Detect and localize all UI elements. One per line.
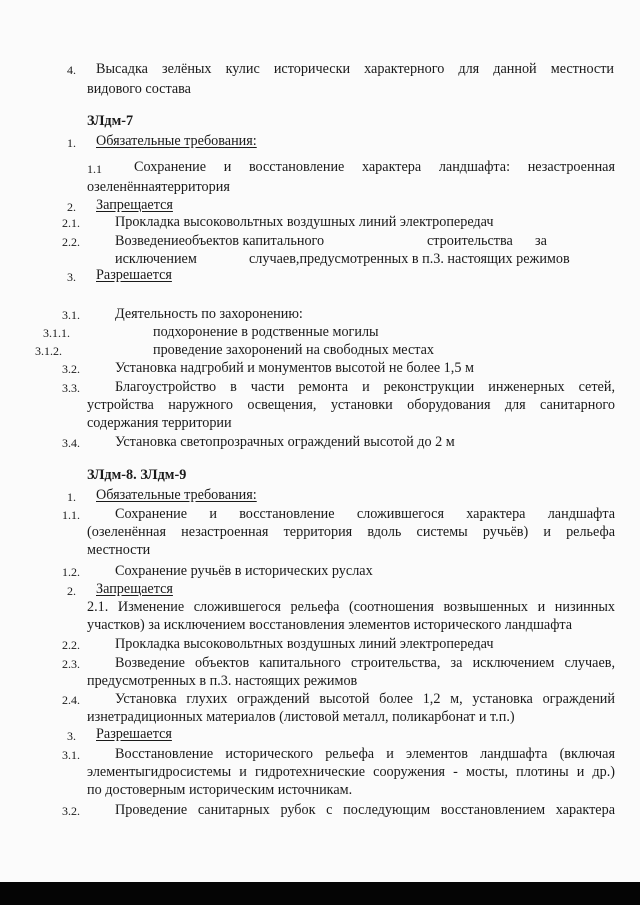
list-number: 2. [67, 200, 76, 214]
paragraph-line: 2.1. Изменение сложившегося рельефа (соотношения возвышенных и низинных [87, 599, 615, 615]
scan-border [0, 882, 640, 905]
list-number: 4. [67, 63, 76, 77]
paragraph-line: Прокладка высоковольтных воздушных линий электропередач [115, 636, 494, 652]
list-number: 1.1 [87, 162, 102, 176]
subsection-heading: Разрешается [96, 267, 172, 283]
list-number: 1. [67, 490, 76, 504]
list-number: 1.2. [62, 565, 80, 579]
subsection-heading: Разрешается [96, 726, 172, 742]
subsection-heading: Запрещается [96, 581, 173, 597]
paragraph-line: элементыгидросистемы и гидротехнические сооружения - мосты, плотины и др.) [87, 764, 615, 780]
list-number: 3. [67, 270, 76, 284]
list-number: 3.2. [62, 362, 80, 376]
paragraph-line: Сохранение ручьёв в исторических руслах [115, 563, 373, 579]
subsection-heading: Обязательные требования: [96, 133, 257, 149]
paragraph-line: исключением [115, 251, 197, 267]
paragraph-line: Восстановление исторического рельефа и элементов ландшафта (включая [115, 746, 615, 762]
paragraph-line: Установка светопрозрачных ограждений высотой до 2 м [115, 434, 455, 450]
list-number: 3.2. [62, 804, 80, 818]
paragraph-line: предусмотренных в п.3. настоящих режимов [87, 673, 358, 689]
list-number: 3. [67, 729, 76, 743]
paragraph-line: Установка глухих ограждений высотой более 1,2 м, установка ограждений [115, 691, 615, 707]
paragraph-line: (озеленённая незастроенная территория вдоль системы ручьёв) и рельефа [87, 524, 615, 540]
paragraph-line: Проведение санитарных рубок с последующим восстановлением характера [115, 802, 615, 818]
list-number: 3.4. [62, 436, 80, 450]
list-number: 1. [67, 136, 76, 150]
paragraph-line: Высадка зелёных кулис исторически характерного для данной местности [96, 61, 614, 77]
list-number: 1.1. [62, 508, 80, 522]
paragraph-line: содержания территории [87, 415, 232, 431]
paragraph-line: случаев,предусмотренных в п.3. настоящих режимов [249, 251, 570, 267]
paragraph-line: Прокладка высоковольтных воздушных линий электропередач [115, 214, 494, 230]
paragraph-line: строительства [427, 233, 513, 249]
paragraph-line: подхоронение в родственные могилы [153, 324, 379, 340]
list-number: 3.1.2. [35, 344, 62, 358]
list-number: 2.3. [62, 657, 80, 671]
paragraph-line: видового состава [87, 81, 191, 97]
list-number: 3.3. [62, 381, 80, 395]
list-number: 2.1. [62, 216, 80, 230]
paragraph-line: по достоверным историческим источникам. [87, 782, 353, 798]
list-number: 2.2. [62, 235, 80, 249]
paragraph-line: озеленённаятерритория [87, 179, 230, 195]
paragraph-line: Благоустройство в части ремонта и реконструкции инженерных сетей, [115, 379, 615, 395]
paragraph-line: Деятельность по захоронению: [115, 306, 303, 322]
list-number: 2.2. [62, 638, 80, 652]
section-heading: ЗЛдм-7 [87, 113, 134, 129]
section-heading: ЗЛдм-8. ЗЛдм-9 [87, 467, 187, 483]
paragraph-line: местности [87, 542, 151, 558]
list-number: 3.1. [62, 308, 80, 322]
list-number: 2. [67, 584, 76, 598]
list-number: 2.4. [62, 693, 80, 707]
list-number: 3.1. [62, 748, 80, 762]
paragraph-line: Сохранение и восстановление сложившегося характера ландшафта [115, 506, 615, 522]
paragraph-line: проведение захоронений на свободных местах [153, 342, 435, 358]
paragraph-line: участков) за исключением восстановления элементов исторического ландшафта [87, 617, 573, 633]
paragraph-line: Сохранение и восстановление характера ландшафта: незастроенная [134, 159, 615, 175]
paragraph-line: Возведениеобъектов капитального [115, 233, 325, 249]
paragraph-line: Возведение объектов капитального строительства, за исключением случаев, [115, 655, 615, 671]
subsection-heading: Запрещается [96, 197, 173, 213]
list-number: 3.1.1. [43, 326, 70, 340]
paragraph-line: устройства наружного освещения, установки оборудования для санитарного [87, 397, 615, 413]
paragraph-line: изнетрадиционных материалов (листовой металл, поликарбонат и т.п.) [87, 709, 515, 725]
paragraph-line: Установка надгробий и монументов высотой не более 1,5 м [115, 360, 474, 376]
paragraph-line: за [535, 233, 547, 249]
subsection-heading: Обязательные требования: [96, 487, 257, 503]
